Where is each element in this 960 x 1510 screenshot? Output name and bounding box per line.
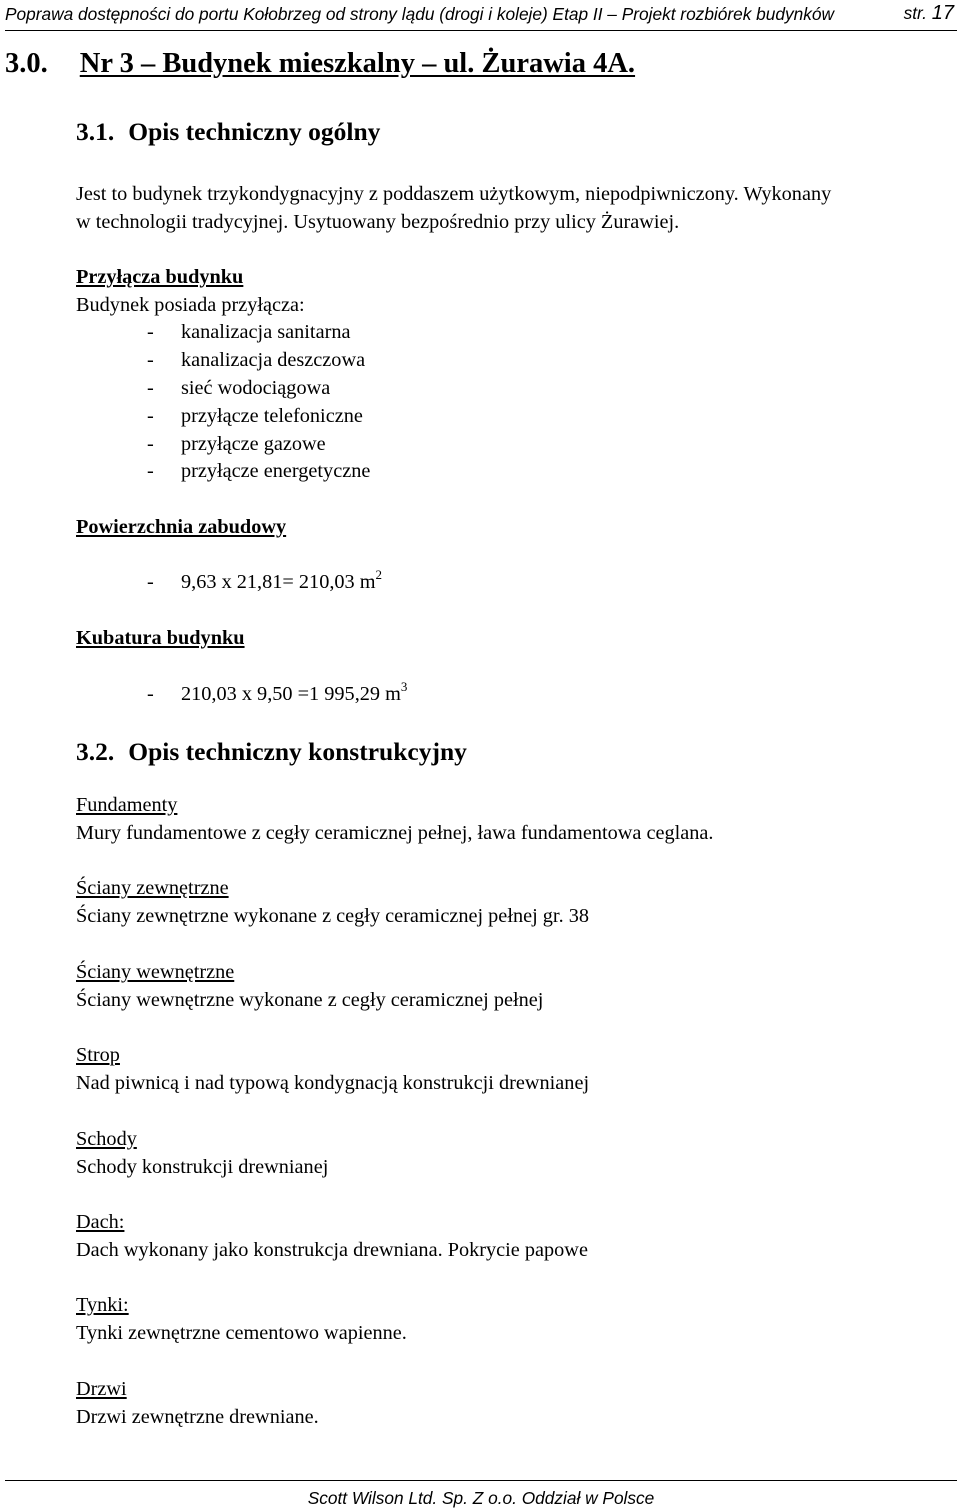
ceiling-text: Nad piwnicą i nad typową kondygnacją konstrukcji drewnianej (76, 1072, 590, 1094)
stairs-text: Schody konstrukcji drewnianej (76, 1156, 329, 1178)
general-title: Opis techniczny ogólny (128, 117, 381, 146)
area-exponent: 2 (375, 567, 383, 582)
list-item: - sieć wodociągowa (147, 377, 331, 399)
volume-exponent: 3 (400, 679, 408, 694)
internal-walls-heading: Ściany wewnętrzne (76, 961, 235, 983)
footer-text: Scott Wilson Ltd. Sp. Z o.o. Oddział w Polsce (307, 1488, 655, 1508)
list-item: - kanalizacja deszczowa (147, 349, 366, 371)
section-number: 3.0. (5, 48, 48, 79)
general-number: 3.1. (76, 117, 115, 146)
structural-heading (76, 737, 467, 767)
structural-number: 3.2. (76, 737, 115, 766)
section-title: Nr 3 – Budynek mieszkalny – ul. Żurawia 4A. (79, 48, 636, 79)
volume-heading: Kubatura budynku (76, 627, 245, 649)
section-heading (5, 48, 635, 80)
plaster-text: Tynki zewnętrzne cementowo wapienne. (76, 1322, 407, 1344)
doors-heading: Drzwi (76, 1378, 127, 1400)
foundation-text: Mury fundamentowe z cegły ceramicznej pełnej, ława fundamentowa ceglana. (76, 822, 714, 844)
structural-title: Opis techniczny konstrukcyjny (128, 737, 467, 766)
internal-walls-text: Ściany wewnętrzne wykonane z cegły ceramicznej pełnej (76, 989, 544, 1011)
list-item: - przyłącze energetyczne (147, 460, 371, 482)
volume-value: - 210,03 x 9,50 =1 995,29 $m^3$ (147, 679, 408, 705)
external-walls-heading: Ściany zewnętrzne (76, 877, 229, 899)
connections-intro: Budynek posiada przyłącza: (76, 294, 305, 316)
page-number (904, 2, 954, 25)
page-number-value: 17 (931, 2, 954, 24)
foundation-heading: Fundamenty (76, 794, 178, 816)
page-label: str. (903, 3, 927, 23)
ceiling-heading: Strop (76, 1044, 120, 1066)
intro-line-1: Jest to budynek trzykondygnacyjny z poddaszem użytkowym, niepodpiwniczony. Wykonany (76, 183, 832, 205)
area-value: - 9,63 x 21,81= 210,03 $m^2$ (147, 567, 383, 593)
page-header (5, 0, 957, 31)
area-heading: Powierzchnia zabudowy (76, 516, 287, 538)
roof-text: Dach wykonany jako konstrukcja drewniana. Pokrycie papowe (76, 1239, 588, 1261)
intro-line-2: w technologii tradycyjnej. Usytuowany bezpośrednio przy ulicy Żurawiej. (76, 211, 680, 233)
list-item: - kanalizacja sanitarna (147, 321, 351, 343)
stairs-heading: Schody (76, 1128, 137, 1150)
plaster-heading: Tynki: (76, 1294, 129, 1316)
page-footer (5, 1480, 957, 1509)
header-title: Poprawa dostępności do portu Kołobrzeg od strony lądu (drogi i koleje) Etap II – Projekt rozbiórek budynków (5, 4, 835, 24)
roof-heading: Dach: (76, 1211, 125, 1233)
external-walls-text: Ściany zewnętrzne wykonane z cegły ceramicznej pełnej gr. 38 (76, 905, 589, 927)
connections-heading: Przyłącza budynku (76, 266, 244, 288)
general-heading (76, 117, 380, 147)
list-item: - przyłącze telefoniczne (147, 405, 363, 427)
list-item: - przyłącze gazowe (147, 433, 326, 455)
doors-text: Drzwi zewnętrzne drewniane. (76, 1406, 319, 1428)
